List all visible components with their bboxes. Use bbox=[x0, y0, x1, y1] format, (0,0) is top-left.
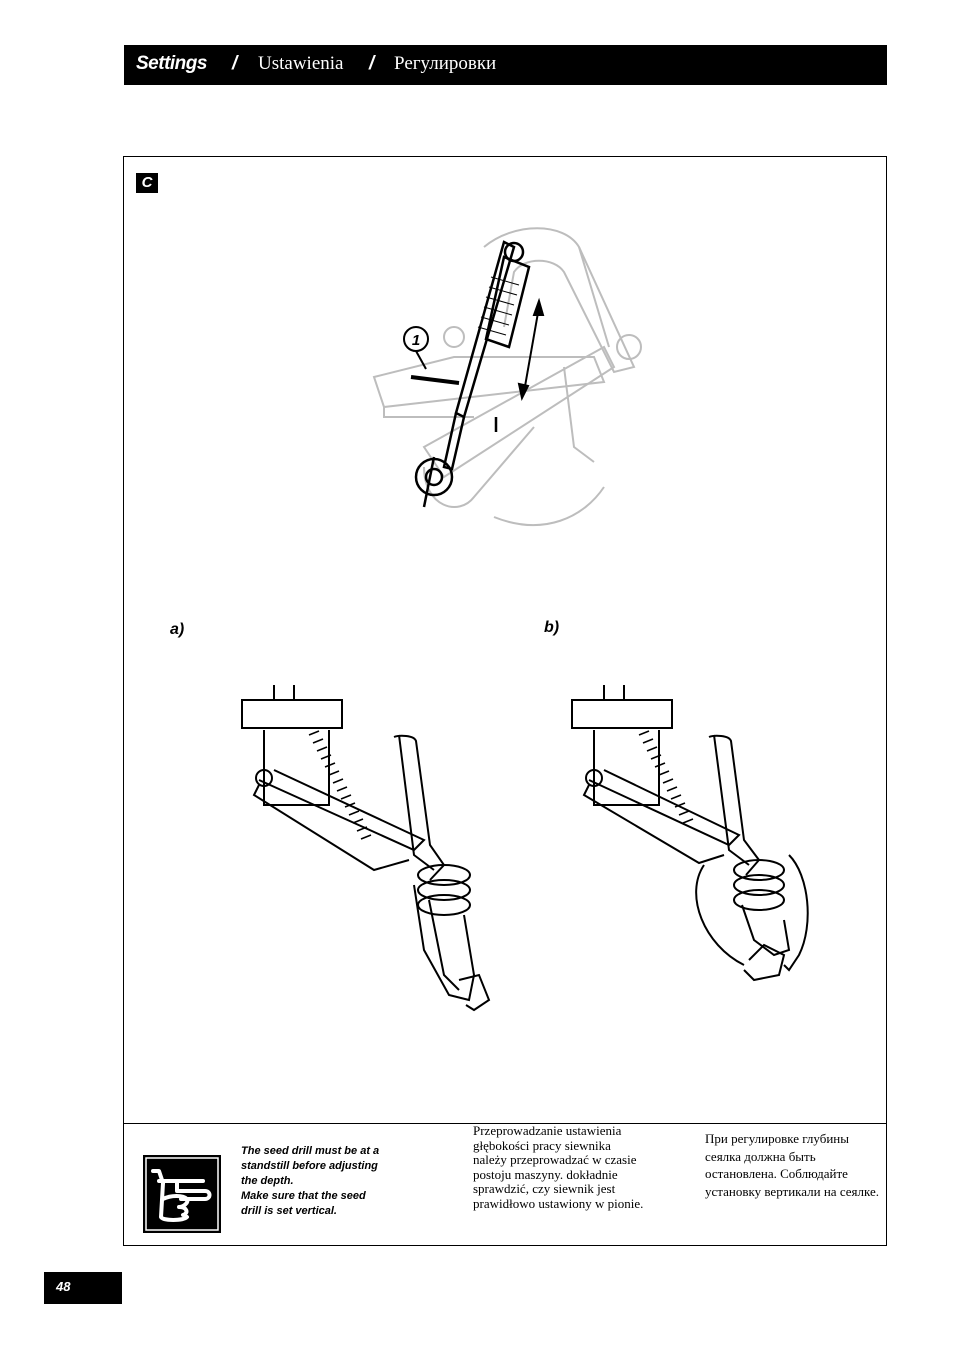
coulter-illustration-a bbox=[234, 675, 504, 1025]
page-number: 48 bbox=[44, 1272, 122, 1304]
note-text-en bbox=[241, 1144, 411, 1219]
header-separator: / bbox=[232, 53, 238, 74]
note-line: drill is set vertical. bbox=[241, 1205, 337, 1217]
coulter-illustration-b bbox=[564, 675, 834, 1025]
callout-number: 1 bbox=[411, 332, 421, 349]
header-title-ru: Регулировки bbox=[394, 53, 497, 74]
header-title-pl: Ustawienia bbox=[258, 53, 344, 74]
note-line: The seed drill must be at a bbox=[241, 1145, 380, 1157]
section-header bbox=[124, 45, 887, 85]
note-text-ru: При регулировке глубины сеялка должна быть остановлена. Соблюдайте установку вертикали на сеялке. bbox=[705, 1131, 880, 1199]
header-separator: / bbox=[369, 53, 375, 74]
sub-label-a: a) bbox=[170, 621, 185, 638]
pointing-hand-icon bbox=[143, 1155, 221, 1233]
section-label: C bbox=[136, 173, 158, 193]
sub-label-b: b) bbox=[544, 619, 560, 636]
note-line: the depth. bbox=[241, 1175, 294, 1187]
note-line: standstill before adjusting bbox=[241, 1160, 378, 1172]
header-title-en: Settings bbox=[136, 53, 207, 74]
top-link-adjustment-illustration bbox=[364, 217, 664, 557]
note-line: Make sure that the seed bbox=[241, 1190, 366, 1202]
note-text-pl: Przeprowadzanie ustawienia głębokości pracy siewnika należy przeprowadzać w czasie postoju maszyny. dokładnie sprawdzić, czy siewnik jest prawidłowo ustawiony w pionie. bbox=[473, 1123, 644, 1211]
illustration-frame bbox=[123, 156, 887, 1246]
